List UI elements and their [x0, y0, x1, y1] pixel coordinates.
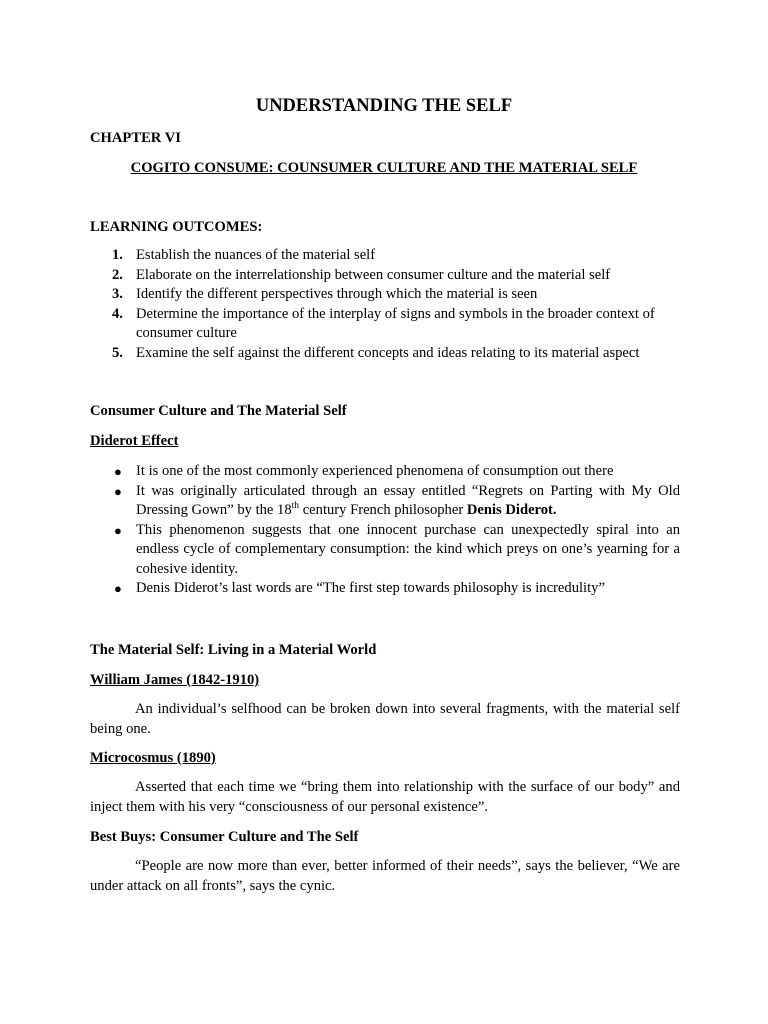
list-item-number: 5.	[112, 344, 123, 361]
list-item	[90, 285, 680, 305]
william-james-paragraph: An individual’s selfhood can be broken down into several fragments, with the material self being one.	[90, 701, 680, 737]
list-item	[90, 305, 680, 344]
list-item	[90, 462, 680, 482]
list-item	[90, 482, 680, 521]
list-item-text: Examine the self against the different concepts and ideas relating to its material aspect	[136, 344, 640, 361]
list-item	[90, 521, 680, 580]
bullet-icon: ●	[114, 464, 122, 479]
microcosmus-paragraph: Asserted that each time we “bring them into relationship with the surface of our body” and inject them with his very “consciousness of our personal existence”.	[90, 779, 680, 815]
list-item-number: 1.	[112, 247, 123, 263]
page-title: UNDERSTANDING THE SELF	[255, 96, 513, 116]
list-item-number: 2.	[112, 266, 123, 283]
list-item-text: Elaborate on the interrelationship between consumer culture and the material self	[136, 266, 611, 283]
list-item-text: Identify the different perspectives through which the material is seen	[136, 286, 538, 302]
list-item	[90, 344, 680, 364]
microcosmus-heading: Microcosmus (1890)	[90, 750, 216, 766]
best-buys-paragraph: “People are now more than ever, better informed of their needs”, says the believer, “We are under attack on all fronts”, says the cynic.	[90, 858, 680, 894]
list-item-number: 4.	[112, 305, 123, 322]
philosopher-name: Denis Diderot.	[466, 502, 557, 518]
learning-outcomes-heading: LEARNING OUTCOMES:	[90, 219, 263, 235]
section-heading-material-self: The Material Self: Living in a Material World	[90, 642, 377, 658]
superscript: th	[291, 501, 300, 511]
bullet-text: Denis Diderot’s last words are “The first step towards philosophy is incredulity”	[136, 580, 605, 596]
bullet-icon: ●	[114, 522, 122, 538]
list-item-text: Establish the nuances of the material self	[136, 247, 376, 263]
diderot-bullet-list	[90, 462, 680, 599]
bullet-text: It is one of the most commonly experienced phenomena of consumption out there	[136, 463, 614, 479]
bullet-icon: ●	[114, 483, 122, 499]
chapter-label: CHAPTER VI	[90, 130, 181, 146]
diderot-effect-heading: Diderot Effect	[90, 433, 179, 449]
bullet-text: It was originally articulated through an essay entitled “Regrets on Parting with My Old Dressing Gown” by the 18	[136, 482, 680, 518]
bullet-text: This phenomenon suggests that one innocent purchase can unexpectedly spiral into an endless cycle of complementary consumption: the kind which preys on one’s yearning for a cohesive identity.	[136, 521, 680, 577]
learning-outcomes-list	[90, 246, 680, 363]
best-buys-heading: Best Buys: Consumer Culture and The Self	[90, 829, 359, 845]
section-heading-consumer-culture: Consumer Culture and The Material Self	[90, 403, 347, 419]
list-item	[90, 266, 680, 286]
william-james-heading: William James (1842-1910)	[90, 672, 260, 688]
list-item-number: 3.	[112, 286, 123, 302]
list-item	[90, 579, 680, 599]
chapter-subtitle: COGITO CONSUME: COUNSUMER CULTURE AND THE MATERIAL SELF	[130, 160, 638, 176]
bullet-text: century French philosopher	[299, 502, 467, 518]
bullet-icon: ●	[114, 581, 122, 596]
list-item	[90, 246, 680, 266]
list-item-text: Determine the importance of the interplay of signs and symbols in the broader context of consumer culture	[136, 305, 655, 341]
